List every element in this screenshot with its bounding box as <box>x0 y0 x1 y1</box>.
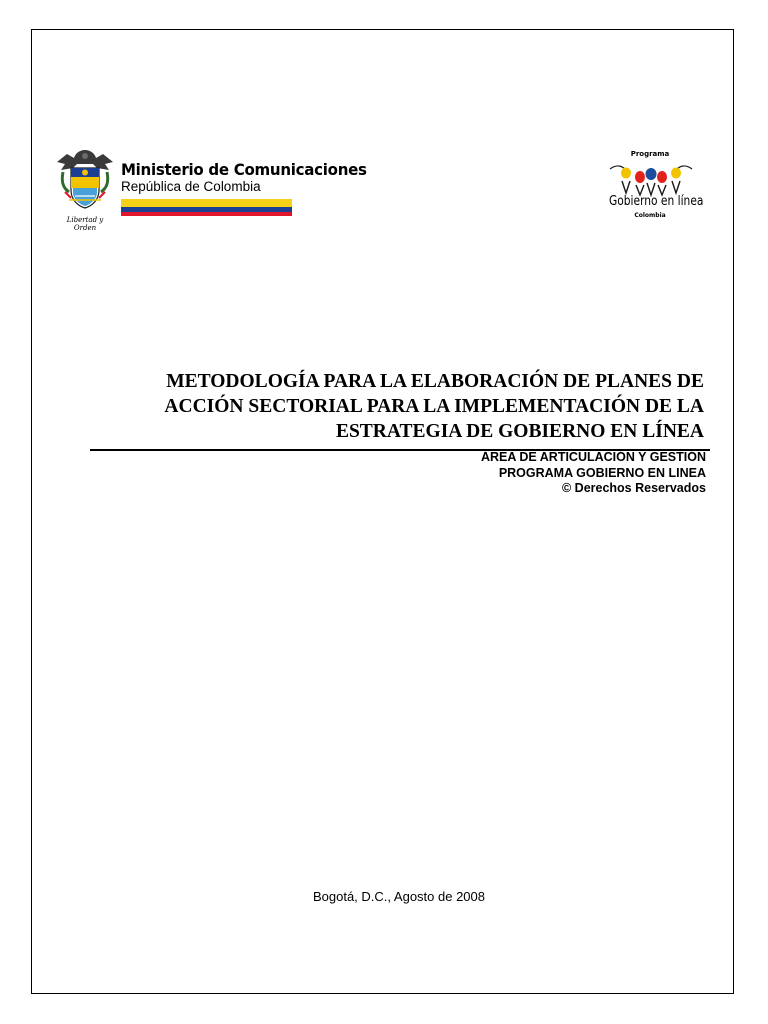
title-line: METODOLOGÍA PARA LA ELABORACIÓN DE PLANES DE <box>166 371 704 392</box>
subtitle-line: PROGRAMA GOBIERNO EN LINEA <box>498 465 706 480</box>
flag-stripe-red <box>121 212 292 217</box>
subtitle-line: ÁREA DE ARTICULACIÓN Y GESTIÓN <box>480 450 706 464</box>
subtitle-line: © Derechos Reservados <box>561 481 706 495</box>
title-line: ACCIÓN SECTORIAL PARA LA IMPLEMENTACIÓN DE LA <box>164 396 704 417</box>
ministry-country: República de Colombia <box>121 179 261 194</box>
ministry-logo <box>55 148 367 232</box>
ministry-motto: Libertad y Orden <box>66 216 104 232</box>
title-line: ESTRATEGIA DE GOBIERNO EN LÍNEA <box>335 421 704 442</box>
program-logo-country: Colombia <box>634 212 666 219</box>
program-logo-name: Gobierno en línea <box>609 194 704 209</box>
flag-stripe-yellow <box>121 199 292 207</box>
document-title <box>100 369 704 444</box>
people-figures-icon <box>608 159 694 199</box>
ministry-name: Ministerio de Comunicaciones <box>121 160 367 179</box>
colombia-flag-stripes <box>121 199 292 216</box>
document-date: Bogotá, D.C., Agosto de 2008 <box>312 889 485 904</box>
document-subtitle <box>300 450 706 497</box>
program-logo-top-label: Programa <box>630 150 670 158</box>
gobierno-en-linea-logo <box>600 150 704 230</box>
colombia-coat-of-arms-icon <box>55 148 115 214</box>
